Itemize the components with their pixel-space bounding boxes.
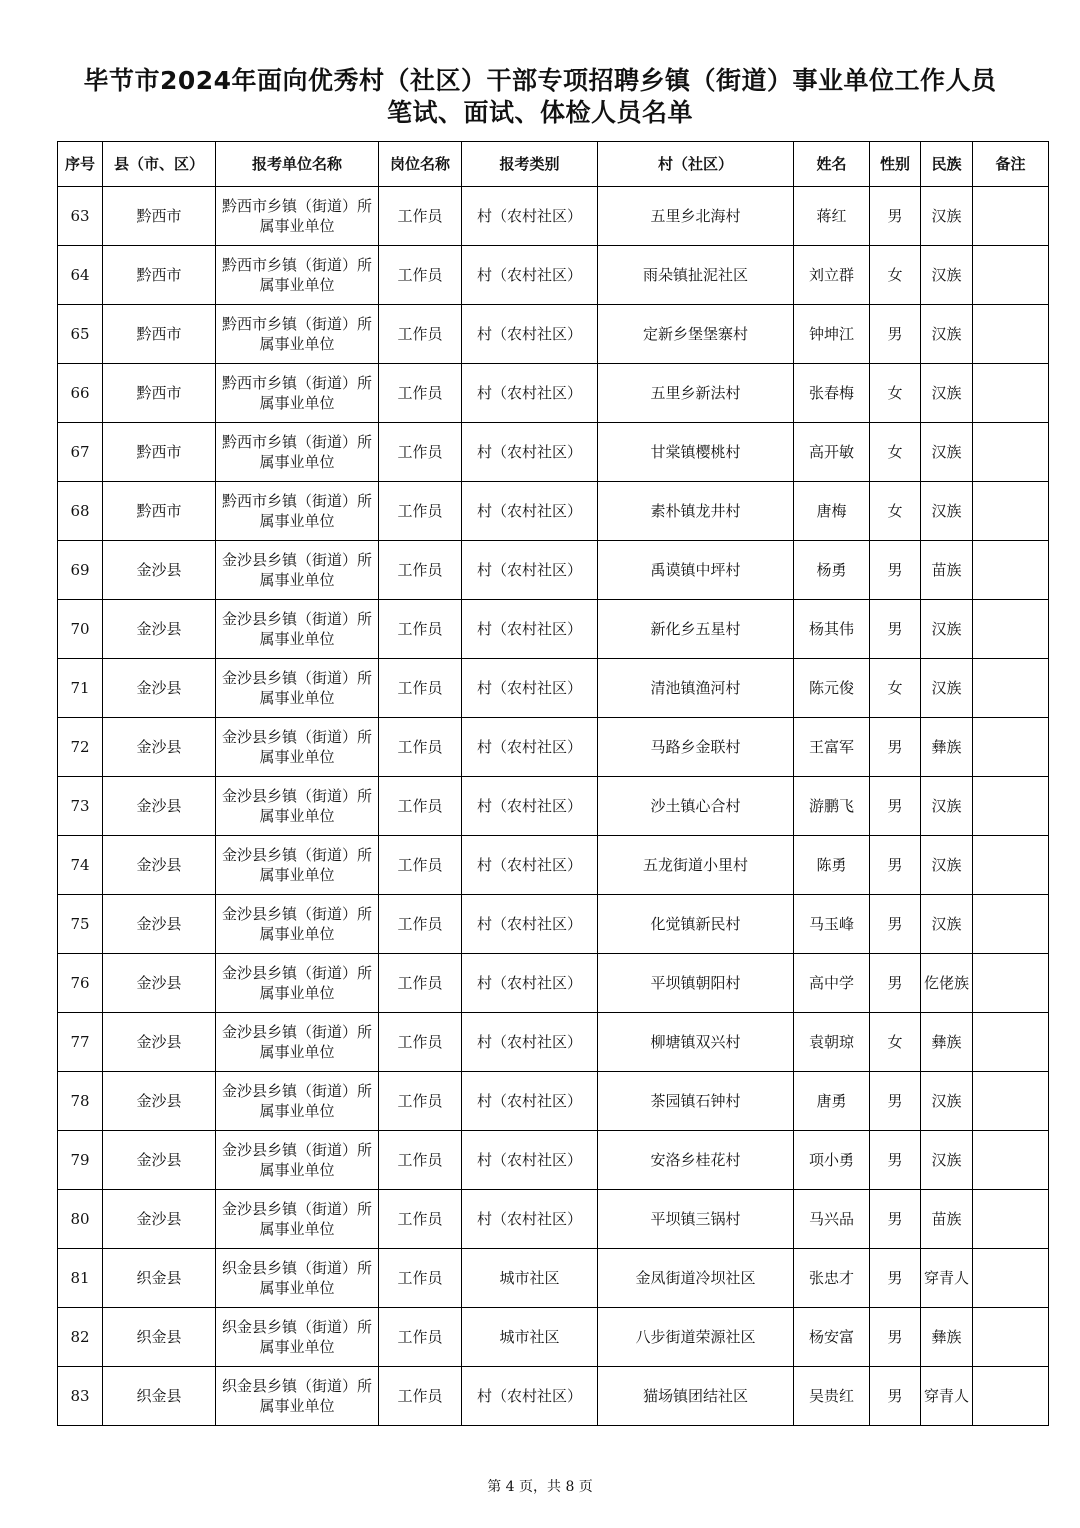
cell-unit: 织金县乡镇（街道）所属事业单位	[216, 1308, 379, 1367]
cell-no: 68	[58, 482, 103, 541]
cell-unit: 金沙县乡镇（街道）所属事业单位	[216, 659, 379, 718]
cell-post: 工作员	[379, 1013, 462, 1072]
cell-name: 王富军	[794, 718, 870, 777]
cell-village: 沙土镇心合村	[598, 777, 794, 836]
cell-category: 城市社区	[462, 1308, 598, 1367]
table-row	[58, 659, 1049, 718]
cell-unit: 金沙县乡镇（街道）所属事业单位	[216, 954, 379, 1013]
cell-county: 金沙县	[103, 954, 216, 1013]
cell-county: 金沙县	[103, 541, 216, 600]
table-row	[58, 1072, 1049, 1131]
cell-name: 钟坤江	[794, 305, 870, 364]
cell-unit: 黔西市乡镇（街道）所属事业单位	[216, 482, 379, 541]
cell-gender: 男	[870, 718, 921, 777]
table-row	[58, 1308, 1049, 1367]
table-row	[58, 246, 1049, 305]
cell-category: 村（农村社区）	[462, 1072, 598, 1131]
table-row	[58, 718, 1049, 777]
table-row	[58, 954, 1049, 1013]
cell-gender: 男	[870, 1190, 921, 1249]
cell-county: 金沙县	[103, 659, 216, 718]
cell-name: 马玉峰	[794, 895, 870, 954]
cell-ethnicity: 汉族	[921, 1072, 973, 1131]
cell-gender: 女	[870, 659, 921, 718]
cell-remark	[973, 1308, 1049, 1367]
cell-category: 村（农村社区）	[462, 482, 598, 541]
cell-name: 陈勇	[794, 836, 870, 895]
cell-gender: 女	[870, 364, 921, 423]
cell-post: 工作员	[379, 541, 462, 600]
cell-unit: 黔西市乡镇（街道）所属事业单位	[216, 246, 379, 305]
cell-ethnicity: 汉族	[921, 305, 973, 364]
header-ethnicity: 民族	[921, 142, 973, 187]
cell-village: 清池镇渔河村	[598, 659, 794, 718]
cell-county: 金沙县	[103, 895, 216, 954]
cell-remark	[973, 541, 1049, 600]
cell-category: 村（农村社区）	[462, 364, 598, 423]
cell-village: 五里乡北海村	[598, 187, 794, 246]
cell-category: 村（农村社区）	[462, 1367, 598, 1426]
cell-village: 化觉镇新民村	[598, 895, 794, 954]
cell-no: 76	[58, 954, 103, 1013]
cell-gender: 男	[870, 1249, 921, 1308]
cell-village: 禹谟镇中坪村	[598, 541, 794, 600]
cell-post: 工作员	[379, 1308, 462, 1367]
table-row	[58, 895, 1049, 954]
cell-name: 项小勇	[794, 1131, 870, 1190]
cell-unit: 金沙县乡镇（街道）所属事业单位	[216, 718, 379, 777]
cell-post: 工作员	[379, 1190, 462, 1249]
cell-remark	[973, 364, 1049, 423]
cell-county: 黔西市	[103, 482, 216, 541]
cell-gender: 男	[870, 1308, 921, 1367]
cell-remark	[973, 1249, 1049, 1308]
cell-no: 63	[58, 187, 103, 246]
document-title: 毕节市2024年面向优秀村（社区）干部专项招聘乡镇（街道）事业单位工作人员	[83, 66, 997, 95]
cell-name: 张春梅	[794, 364, 870, 423]
cell-post: 工作员	[379, 1249, 462, 1308]
cell-name: 杨安富	[794, 1308, 870, 1367]
cell-category: 村（农村社区）	[462, 187, 598, 246]
cell-unit: 黔西市乡镇（街道）所属事业单位	[216, 305, 379, 364]
cell-unit: 黔西市乡镇（街道）所属事业单位	[216, 187, 379, 246]
cell-name: 高中学	[794, 954, 870, 1013]
table-row	[58, 836, 1049, 895]
cell-no: 66	[58, 364, 103, 423]
cell-ethnicity: 汉族	[921, 777, 973, 836]
cell-no: 74	[58, 836, 103, 895]
cell-village: 定新乡堡堡寨村	[598, 305, 794, 364]
cell-name: 唐勇	[794, 1072, 870, 1131]
cell-category: 城市社区	[462, 1249, 598, 1308]
cell-county: 金沙县	[103, 777, 216, 836]
cell-village: 五里乡新法村	[598, 364, 794, 423]
table-row	[58, 600, 1049, 659]
cell-gender: 男	[870, 895, 921, 954]
cell-village: 八步街道荣源社区	[598, 1308, 794, 1367]
cell-remark	[973, 1013, 1049, 1072]
cell-remark	[973, 423, 1049, 482]
table-row	[58, 1367, 1049, 1426]
cell-no: 67	[58, 423, 103, 482]
cell-post: 工作员	[379, 659, 462, 718]
cell-post: 工作员	[379, 423, 462, 482]
cell-unit: 织金县乡镇（街道）所属事业单位	[216, 1367, 379, 1426]
cell-county: 黔西市	[103, 305, 216, 364]
cell-county: 黔西市	[103, 364, 216, 423]
cell-county: 金沙县	[103, 1190, 216, 1249]
header-remark: 备注	[973, 142, 1049, 187]
table-row	[58, 187, 1049, 246]
cell-remark	[973, 600, 1049, 659]
cell-county: 金沙县	[103, 1072, 216, 1131]
cell-post: 工作员	[379, 600, 462, 659]
cell-category: 村（农村社区）	[462, 1131, 598, 1190]
cell-village: 平坝镇朝阳村	[598, 954, 794, 1013]
cell-category: 村（农村社区）	[462, 777, 598, 836]
table-row	[58, 305, 1049, 364]
cell-remark	[973, 482, 1049, 541]
cell-post: 工作员	[379, 246, 462, 305]
header-no: 序号	[58, 142, 103, 187]
cell-remark	[973, 1072, 1049, 1131]
header-village: 村（社区）	[598, 142, 794, 187]
cell-unit: 金沙县乡镇（街道）所属事业单位	[216, 541, 379, 600]
table-row	[58, 1131, 1049, 1190]
cell-no: 73	[58, 777, 103, 836]
cell-village: 素朴镇龙井村	[598, 482, 794, 541]
cell-no: 82	[58, 1308, 103, 1367]
cell-category: 村（农村社区）	[462, 1190, 598, 1249]
cell-post: 工作员	[379, 718, 462, 777]
cell-gender: 男	[870, 187, 921, 246]
cell-category: 村（农村社区）	[462, 423, 598, 482]
cell-gender: 男	[870, 600, 921, 659]
cell-name: 吴贵红	[794, 1367, 870, 1426]
cell-post: 工作员	[379, 836, 462, 895]
cell-gender: 男	[870, 1131, 921, 1190]
table-header-row	[58, 142, 1049, 187]
table-row	[58, 1190, 1049, 1249]
cell-gender: 女	[870, 246, 921, 305]
cell-gender: 男	[870, 836, 921, 895]
cell-unit: 金沙县乡镇（街道）所属事业单位	[216, 1131, 379, 1190]
header-county: 县（市、区）	[103, 142, 216, 187]
cell-unit: 金沙县乡镇（街道）所属事业单位	[216, 1072, 379, 1131]
table-row	[58, 364, 1049, 423]
cell-unit: 金沙县乡镇（街道）所属事业单位	[216, 777, 379, 836]
cell-village: 马路乡金联村	[598, 718, 794, 777]
cell-no: 78	[58, 1072, 103, 1131]
cell-remark	[973, 954, 1049, 1013]
cell-remark	[973, 246, 1049, 305]
cell-unit: 金沙县乡镇（街道）所属事业单位	[216, 600, 379, 659]
cell-category: 村（农村社区）	[462, 895, 598, 954]
cell-name: 杨勇	[794, 541, 870, 600]
table-row	[58, 423, 1049, 482]
cell-unit: 黔西市乡镇（街道）所属事业单位	[216, 364, 379, 423]
cell-remark	[973, 836, 1049, 895]
cell-unit: 织金县乡镇（街道）所属事业单位	[216, 1249, 379, 1308]
cell-no: 77	[58, 1013, 103, 1072]
cell-name: 张忠才	[794, 1249, 870, 1308]
header-name: 姓名	[794, 142, 870, 187]
cell-no: 71	[58, 659, 103, 718]
cell-village: 柳塘镇双兴村	[598, 1013, 794, 1072]
cell-gender: 男	[870, 305, 921, 364]
cell-ethnicity: 汉族	[921, 600, 973, 659]
table-row	[58, 482, 1049, 541]
cell-category: 村（农村社区）	[462, 600, 598, 659]
cell-ethnicity: 汉族	[921, 659, 973, 718]
cell-ethnicity: 汉族	[921, 1131, 973, 1190]
cell-name: 唐梅	[794, 482, 870, 541]
cell-category: 村（农村社区）	[462, 1013, 598, 1072]
cell-ethnicity: 苗族	[921, 1190, 973, 1249]
cell-unit: 金沙县乡镇（街道）所属事业单位	[216, 836, 379, 895]
cell-no: 80	[58, 1190, 103, 1249]
cell-name: 游鹏飞	[794, 777, 870, 836]
cell-category: 村（农村社区）	[462, 305, 598, 364]
cell-post: 工作员	[379, 364, 462, 423]
cell-no: 83	[58, 1367, 103, 1426]
cell-unit: 金沙县乡镇（街道）所属事业单位	[216, 895, 379, 954]
cell-ethnicity: 汉族	[921, 187, 973, 246]
cell-no: 72	[58, 718, 103, 777]
document-subtitle: 笔试、面试、体检人员名单	[386, 98, 693, 127]
table-row	[58, 1249, 1049, 1308]
cell-gender: 男	[870, 1072, 921, 1131]
cell-name: 陈元俊	[794, 659, 870, 718]
cell-county: 金沙县	[103, 1013, 216, 1072]
cell-gender: 女	[870, 1013, 921, 1072]
cell-remark	[973, 187, 1049, 246]
cell-gender: 男	[870, 777, 921, 836]
cell-category: 村（农村社区）	[462, 954, 598, 1013]
table-row	[58, 777, 1049, 836]
cell-no: 65	[58, 305, 103, 364]
table-row	[58, 1013, 1049, 1072]
cell-county: 织金县	[103, 1249, 216, 1308]
cell-remark	[973, 895, 1049, 954]
cell-village: 雨朵镇扯泥社区	[598, 246, 794, 305]
cell-county: 金沙县	[103, 836, 216, 895]
cell-county: 黔西市	[103, 187, 216, 246]
cell-unit: 金沙县乡镇（街道）所属事业单位	[216, 1190, 379, 1249]
cell-name: 蒋红	[794, 187, 870, 246]
cell-no: 64	[58, 246, 103, 305]
cell-ethnicity: 汉族	[921, 364, 973, 423]
cell-name: 马兴品	[794, 1190, 870, 1249]
cell-gender: 女	[870, 482, 921, 541]
cell-post: 工作员	[379, 305, 462, 364]
cell-name: 高开敏	[794, 423, 870, 482]
cell-county: 黔西市	[103, 423, 216, 482]
cell-village: 茶园镇石钟村	[598, 1072, 794, 1131]
cell-post: 工作员	[379, 954, 462, 1013]
candidate-table	[57, 141, 1049, 1426]
header-unit: 报考单位名称	[216, 142, 379, 187]
cell-remark	[973, 718, 1049, 777]
header-category: 报考类别	[462, 142, 598, 187]
cell-village: 安洛乡桂花村	[598, 1131, 794, 1190]
cell-remark	[973, 1367, 1049, 1426]
cell-post: 工作员	[379, 187, 462, 246]
cell-gender: 男	[870, 954, 921, 1013]
cell-gender: 女	[870, 423, 921, 482]
cell-ethnicity: 汉族	[921, 246, 973, 305]
cell-category: 村（农村社区）	[462, 836, 598, 895]
cell-ethnicity: 汉族	[921, 482, 973, 541]
cell-unit: 金沙县乡镇（街道）所属事业单位	[216, 1013, 379, 1072]
cell-no: 79	[58, 1131, 103, 1190]
cell-ethnicity: 彝族	[921, 718, 973, 777]
cell-county: 金沙县	[103, 600, 216, 659]
cell-category: 村（农村社区）	[462, 718, 598, 777]
cell-ethnicity: 汉族	[921, 836, 973, 895]
cell-post: 工作员	[379, 482, 462, 541]
cell-unit: 黔西市乡镇（街道）所属事业单位	[216, 423, 379, 482]
cell-gender: 男	[870, 541, 921, 600]
cell-category: 村（农村社区）	[462, 659, 598, 718]
cell-county: 织金县	[103, 1308, 216, 1367]
cell-remark	[973, 659, 1049, 718]
cell-ethnicity: 彝族	[921, 1013, 973, 1072]
cell-village: 平坝镇三锅村	[598, 1190, 794, 1249]
cell-ethnicity: 穿青人	[921, 1367, 973, 1426]
cell-category: 村（农村社区）	[462, 246, 598, 305]
cell-name: 杨其伟	[794, 600, 870, 659]
cell-name: 袁朝琼	[794, 1013, 870, 1072]
table-row	[58, 541, 1049, 600]
cell-village: 五龙街道小里村	[598, 836, 794, 895]
cell-post: 工作员	[379, 777, 462, 836]
cell-no: 70	[58, 600, 103, 659]
page-number: 第 4 页，共 8 页	[487, 1479, 593, 1495]
cell-gender: 男	[870, 1367, 921, 1426]
cell-ethnicity: 汉族	[921, 423, 973, 482]
cell-post: 工作员	[379, 1131, 462, 1190]
cell-village: 甘棠镇樱桃村	[598, 423, 794, 482]
cell-county: 金沙县	[103, 718, 216, 777]
header-gender: 性别	[870, 142, 921, 187]
cell-remark	[973, 1190, 1049, 1249]
cell-remark	[973, 305, 1049, 364]
table-body	[58, 187, 1049, 1426]
cell-no: 69	[58, 541, 103, 600]
cell-village: 金凤街道冷坝社区	[598, 1249, 794, 1308]
cell-post: 工作员	[379, 1072, 462, 1131]
cell-ethnicity: 彝族	[921, 1308, 973, 1367]
cell-county: 织金县	[103, 1367, 216, 1426]
cell-no: 75	[58, 895, 103, 954]
cell-ethnicity: 汉族	[921, 895, 973, 954]
cell-county: 黔西市	[103, 246, 216, 305]
cell-county: 金沙县	[103, 1131, 216, 1190]
cell-village: 猫场镇团结社区	[598, 1367, 794, 1426]
cell-no: 81	[58, 1249, 103, 1308]
cell-village: 新化乡五星村	[598, 600, 794, 659]
cell-ethnicity: 穿青人	[921, 1249, 973, 1308]
cell-remark	[973, 777, 1049, 836]
header-post: 岗位名称	[379, 142, 462, 187]
cell-category: 村（农村社区）	[462, 541, 598, 600]
cell-name: 刘立群	[794, 246, 870, 305]
cell-post: 工作员	[379, 1367, 462, 1426]
cell-ethnicity: 仡佬族	[921, 954, 973, 1013]
cell-ethnicity: 苗族	[921, 541, 973, 600]
cell-remark	[973, 1131, 1049, 1190]
cell-post: 工作员	[379, 895, 462, 954]
